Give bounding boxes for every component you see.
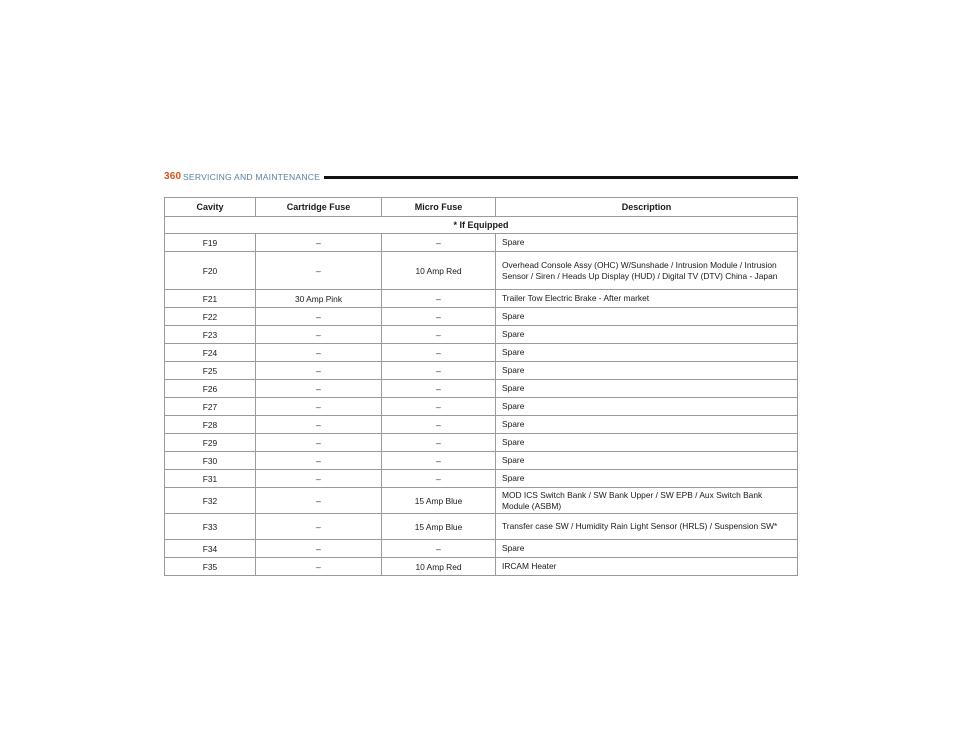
cavity-cell: F20 — [165, 252, 256, 290]
description-cell: Spare — [496, 434, 798, 452]
cartridge-fuse-cell: – — [256, 398, 382, 416]
cartridge-fuse-cell: – — [256, 558, 382, 576]
micro-fuse-cell: – — [382, 234, 496, 252]
cavity-cell: F27 — [165, 398, 256, 416]
cavity-cell: F23 — [165, 326, 256, 344]
column-header-description: Description — [496, 198, 798, 217]
description-cell: Overhead Console Assy (OHC) W/Sunshade / Intrusion Module / Intrusion Sensor / Siren / Heads Up Display (HUD) / Digital TV (DTV) China - Japan — [496, 252, 798, 290]
table-row — [165, 398, 798, 416]
table-row — [165, 416, 798, 434]
cavity-cell: F22 — [165, 308, 256, 326]
table-row — [165, 344, 798, 362]
equipped-note: * If Equipped — [165, 217, 798, 234]
cartridge-fuse-cell: – — [256, 540, 382, 558]
cartridge-fuse-cell: – — [256, 380, 382, 398]
column-header-cavity: Cavity — [165, 198, 256, 217]
micro-fuse-cell: – — [382, 344, 496, 362]
micro-fuse-cell: – — [382, 290, 496, 308]
micro-fuse-cell: – — [382, 362, 496, 380]
equipped-note-row — [165, 217, 798, 234]
micro-fuse-cell: 10 Amp Red — [382, 558, 496, 576]
table-row — [165, 434, 798, 452]
description-cell: Transfer case SW / Humidity Rain Light Sensor (HRLS) / Suspension SW* — [496, 514, 798, 540]
description-cell: Spare — [496, 344, 798, 362]
column-header-cartridge-fuse: Cartridge Fuse — [256, 198, 382, 217]
cavity-cell: F21 — [165, 290, 256, 308]
cartridge-fuse-cell: – — [256, 326, 382, 344]
description-cell: Spare — [496, 362, 798, 380]
cavity-cell: F35 — [165, 558, 256, 576]
micro-fuse-cell: – — [382, 308, 496, 326]
cavity-cell: F30 — [165, 452, 256, 470]
micro-fuse-cell: – — [382, 398, 496, 416]
page-number: 360 — [164, 171, 182, 182]
description-cell: MOD ICS Switch Bank / SW Bank Upper / SW EPB / Aux Switch Bank Module (ASBM) — [496, 488, 798, 514]
micro-fuse-cell: – — [382, 452, 496, 470]
table-row — [165, 514, 798, 540]
cavity-cell: F26 — [165, 380, 256, 398]
description-cell: Spare — [496, 452, 798, 470]
cavity-cell: F31 — [165, 470, 256, 488]
table-row — [165, 540, 798, 558]
cavity-cell: F33 — [165, 514, 256, 540]
cartridge-fuse-cell: – — [256, 514, 382, 540]
table-row — [165, 308, 798, 326]
cartridge-fuse-cell: – — [256, 416, 382, 434]
micro-fuse-cell: 15 Amp Blue — [382, 514, 496, 540]
table-row — [165, 380, 798, 398]
section-title: SERVICING AND MAINTENANCE — [183, 172, 321, 182]
cavity-cell: F32 — [165, 488, 256, 514]
micro-fuse-cell: – — [382, 470, 496, 488]
table-header-row — [165, 198, 798, 217]
cavity-cell: F24 — [165, 344, 256, 362]
cavity-cell: F28 — [165, 416, 256, 434]
table-row — [165, 362, 798, 380]
description-cell: Spare — [496, 398, 798, 416]
cavity-cell: F19 — [165, 234, 256, 252]
cavity-cell: F29 — [165, 434, 256, 452]
cartridge-fuse-cell: – — [256, 344, 382, 362]
micro-fuse-cell: – — [382, 326, 496, 344]
micro-fuse-cell: 10 Amp Red — [382, 252, 496, 290]
table-row — [165, 234, 798, 252]
cartridge-fuse-cell: – — [256, 308, 382, 326]
cavity-cell: F34 — [165, 540, 256, 558]
description-cell: Spare — [496, 540, 798, 558]
cartridge-fuse-cell: – — [256, 452, 382, 470]
table-row — [165, 488, 798, 514]
column-header-micro-fuse: Micro Fuse — [382, 198, 496, 217]
micro-fuse-cell: – — [382, 434, 496, 452]
cartridge-fuse-cell: – — [256, 234, 382, 252]
micro-fuse-cell: – — [382, 416, 496, 434]
cartridge-fuse-cell: – — [256, 488, 382, 514]
cartridge-fuse-cell: 30 Amp Pink — [256, 290, 382, 308]
description-cell: Trailer Tow Electric Brake - After market — [496, 290, 798, 308]
description-cell: Spare — [496, 380, 798, 398]
cartridge-fuse-cell: – — [256, 434, 382, 452]
micro-fuse-cell: 15 Amp Blue — [382, 488, 496, 514]
cavity-cell: F25 — [165, 362, 256, 380]
table-row — [165, 252, 798, 290]
table-row — [165, 452, 798, 470]
page-header — [164, 171, 798, 185]
cartridge-fuse-cell: – — [256, 362, 382, 380]
description-cell: Spare — [496, 234, 798, 252]
fuse-table — [164, 197, 798, 576]
description-cell: Spare — [496, 308, 798, 326]
micro-fuse-cell: – — [382, 380, 496, 398]
cartridge-fuse-cell: – — [256, 252, 382, 290]
table-row — [165, 470, 798, 488]
header-rule — [324, 176, 798, 179]
description-cell: Spare — [496, 416, 798, 434]
description-cell: Spare — [496, 326, 798, 344]
table-row — [165, 326, 798, 344]
micro-fuse-cell: – — [382, 540, 496, 558]
table-row — [165, 290, 798, 308]
table-row — [165, 558, 798, 576]
description-cell: IRCAM Heater — [496, 558, 798, 576]
cartridge-fuse-cell: – — [256, 470, 382, 488]
description-cell: Spare — [496, 470, 798, 488]
